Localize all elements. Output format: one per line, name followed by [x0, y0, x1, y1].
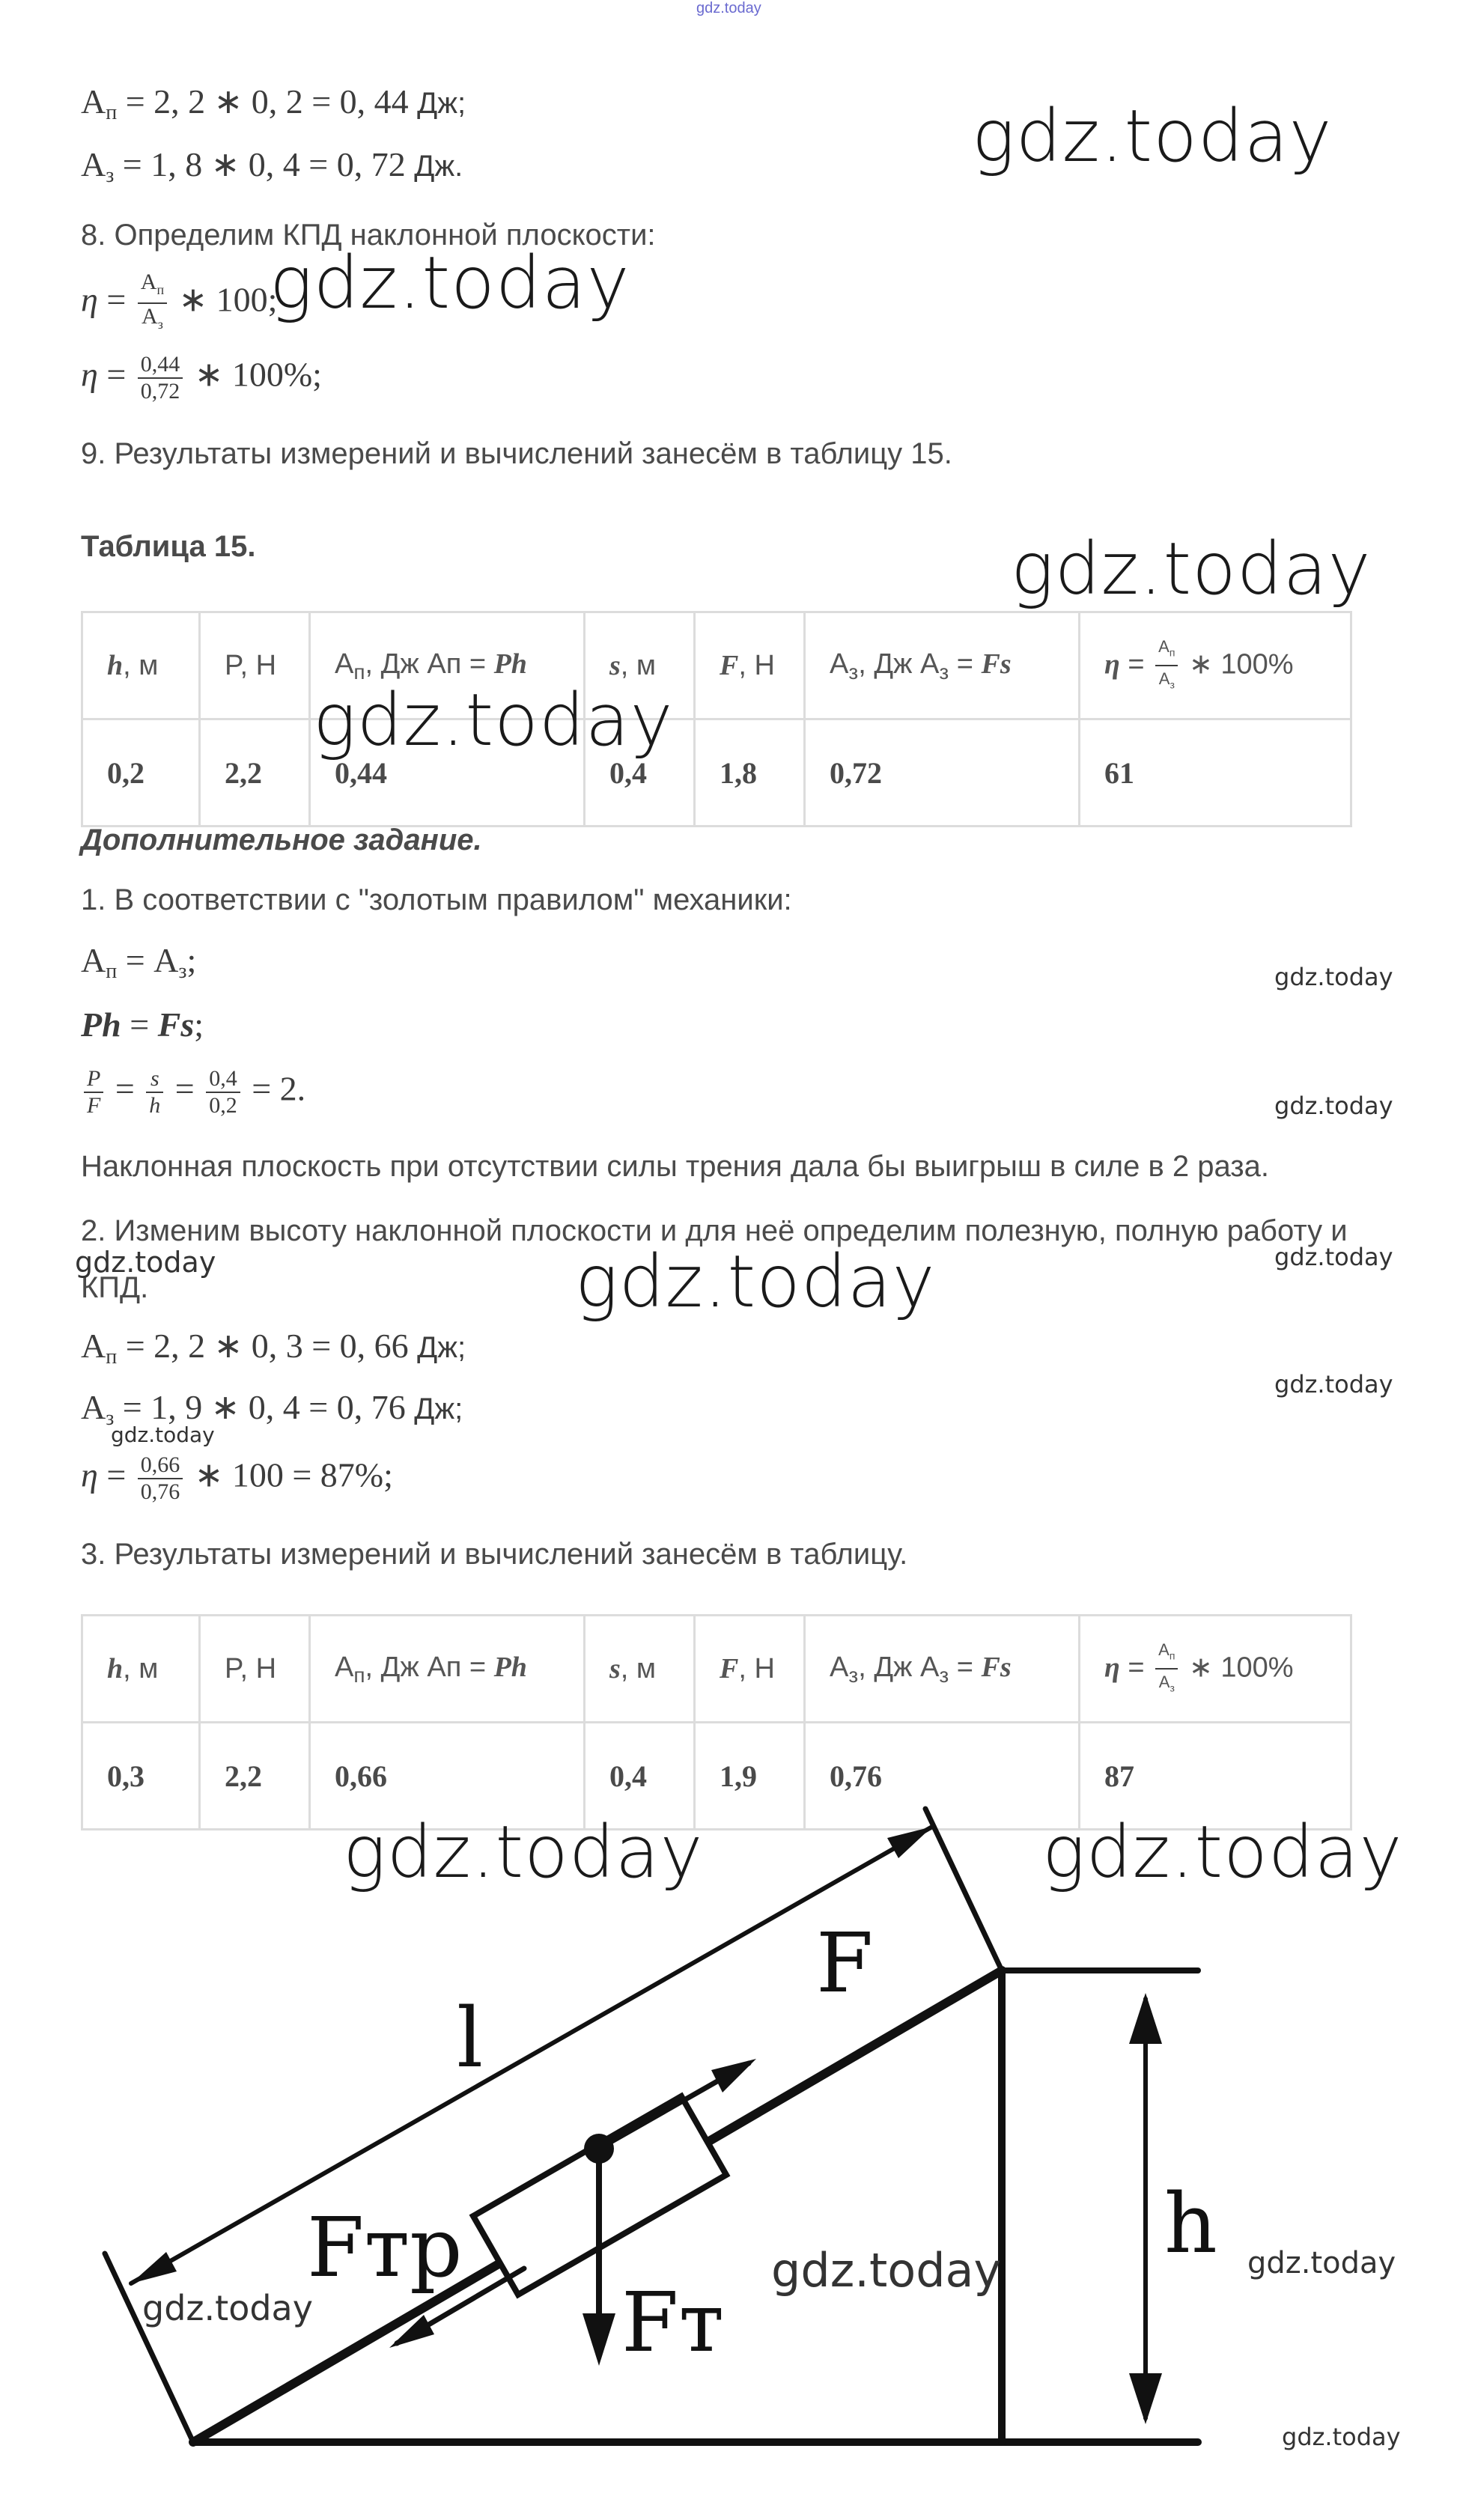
extra-step1: 1. В соответствии с "золотым правилом" механики: [81, 883, 792, 916]
eq-a: $A_п = A_з$; [81, 941, 197, 983]
cell: 0,4 [585, 719, 695, 827]
watermark: gdz.today [270, 241, 630, 325]
arrowhead [711, 2059, 756, 2093]
hdr-p: P, Н [200, 1616, 310, 1723]
inclined-plane-diagram [0, 1797, 1463, 2520]
extra-step3: 3. Результаты измерений и вычислений занесём в таблицу. [81, 1538, 908, 1571]
cell: 1,9 [695, 1723, 805, 1830]
eq-ratio: $\frac{P}{F}$ = $\frac{s}{h}$ = $\frac{0,4}{0,2}$ = 2. [81, 1066, 305, 1119]
conclusion: Наклонная плоскость при отсутствии силы трения дала бы выигрыш в силе в 2 раза. [81, 1150, 1269, 1183]
cell: 2,2 [200, 719, 310, 827]
table-header-row [82, 612, 1351, 719]
formula-ap: $A_п = 2$, 2 ∗ 0, 2 = 0, 44 Дж; [81, 82, 466, 124]
extra-step2a: 2. Изменим высоту наклонной плоскости и для неё определим полезную, полную работу и [81, 1214, 1348, 1247]
hdr-eta: η = $\frac{A_п}{A_з}$ ∗ 100% [1080, 612, 1351, 719]
hdr-s: s, м [585, 1616, 695, 1723]
eq-ph: Ph = Fs; [81, 1005, 204, 1044]
watermark-small: gdz.today [1282, 2423, 1401, 2451]
watermark-small: gdz.today [1274, 1370, 1393, 1399]
label-f: F [816, 1915, 874, 2011]
cell: 0,4 [585, 1723, 695, 1830]
label-ft: Fт [621, 2274, 725, 2370]
watermark-small: gdz.today [111, 1422, 215, 1447]
watermark-small: gdz.today [1274, 963, 1393, 991]
label-ftr: Fтр [307, 2200, 463, 2295]
center-dot [584, 2134, 614, 2164]
cell: 0,44 [310, 719, 585, 827]
cell: 0,66 [310, 1723, 585, 1830]
watermark-small: gdz.today [75, 1246, 216, 1279]
table-15 [81, 611, 1352, 827]
hdr-ap: $A_п$, Дж Aп = Ph [310, 1616, 585, 1723]
hdr-az: $A_з$, Дж $A_з = Fs$ [805, 612, 1080, 719]
watermark-small: gdz.today [1274, 1092, 1393, 1120]
cell: 0,2 [82, 719, 200, 827]
formula-ap2: $A_п = 2$, 2 ∗ 0, 3 = 0, 66 Дж; [81, 1327, 466, 1369]
hdr-f: F, Н [695, 612, 805, 719]
watermark-small: gdz.today [1274, 1243, 1393, 1271]
hdr-eta: η = $\frac{A_п}{A_з}$ ∗ 100% [1080, 1616, 1351, 1723]
formula-eta2: η = $\frac{0,44}{0,72}$ ∗ 100%; [81, 352, 322, 404]
hdr-az: $A_з$, Дж $A_з = Fs$ [805, 1616, 1080, 1723]
label-h: h [1164, 2176, 1217, 2271]
top-watermark: gdz.today [696, 0, 761, 16]
cell: 1,8 [695, 719, 805, 827]
watermark: gdz.today [972, 94, 1333, 178]
extra-step2b: КПД. [81, 1271, 149, 1304]
table-header-row [82, 1616, 1351, 1723]
formula-eta1: η = $\frac{A_п}{A_з}$ ∗ 100; [81, 270, 278, 332]
step-9: 9. Результаты измерений и вычислений занесём в таблицу 15. [81, 437, 952, 470]
formula-az: $A_з = 1$, 8 ∗ 0, 4 = 0, 72 Дж. [81, 145, 463, 187]
cell: 0,3 [82, 1723, 200, 1830]
cell: 0,76 [805, 1723, 1080, 1830]
watermark: gdz.today [1011, 527, 1372, 611]
watermark-small: gdz.today [771, 2243, 1002, 2298]
hdr-h: h, м [82, 1616, 200, 1723]
right-edge [925, 1809, 1002, 1970]
table-row [82, 719, 1351, 827]
arrowhead [1129, 2373, 1162, 2424]
label-l: l [457, 1990, 484, 2086]
watermark: gdz.today [575, 1240, 936, 1324]
hdr-h: h, м [82, 612, 200, 719]
watermark-small: gdz.today [1247, 2246, 1396, 2280]
cell: 61 [1080, 719, 1351, 827]
cell: 2,2 [200, 1723, 310, 1830]
hdr-ap: $A_п$, Дж Aп = Ph [310, 612, 585, 719]
step-8: 8. Определим КПД наклонной плоскости: [81, 219, 656, 252]
arrowhead [583, 2313, 615, 2366]
hdr-p: P, Н [200, 612, 310, 719]
arrowhead [887, 1827, 932, 1858]
watermark: gdz.today [343, 1810, 704, 1894]
watermark: gdz.today [1042, 1810, 1403, 1894]
table15-caption: Таблица 15. [81, 530, 256, 563]
left-edge [105, 2253, 193, 2442]
formula-az2: $A_з = 1$, 9 ∗ 0, 4 = 0, 76 Дж; [81, 1388, 463, 1430]
hdr-f: F, Н [695, 1616, 805, 1723]
hdr-s: s, м [585, 612, 695, 719]
cell: 0,72 [805, 719, 1080, 827]
watermark: gdz.today [313, 678, 674, 762]
cell: 87 [1080, 1723, 1351, 1830]
arrowhead [131, 2252, 177, 2283]
watermark-small: gdz.today [142, 2288, 313, 2328]
extra-title: Дополнительное задание. [81, 824, 482, 856]
arrowhead [1129, 1993, 1162, 2044]
formula-eta3: η = $\frac{0,66}{0,76}$ ∗ 100 = 87%; [81, 1452, 393, 1504]
